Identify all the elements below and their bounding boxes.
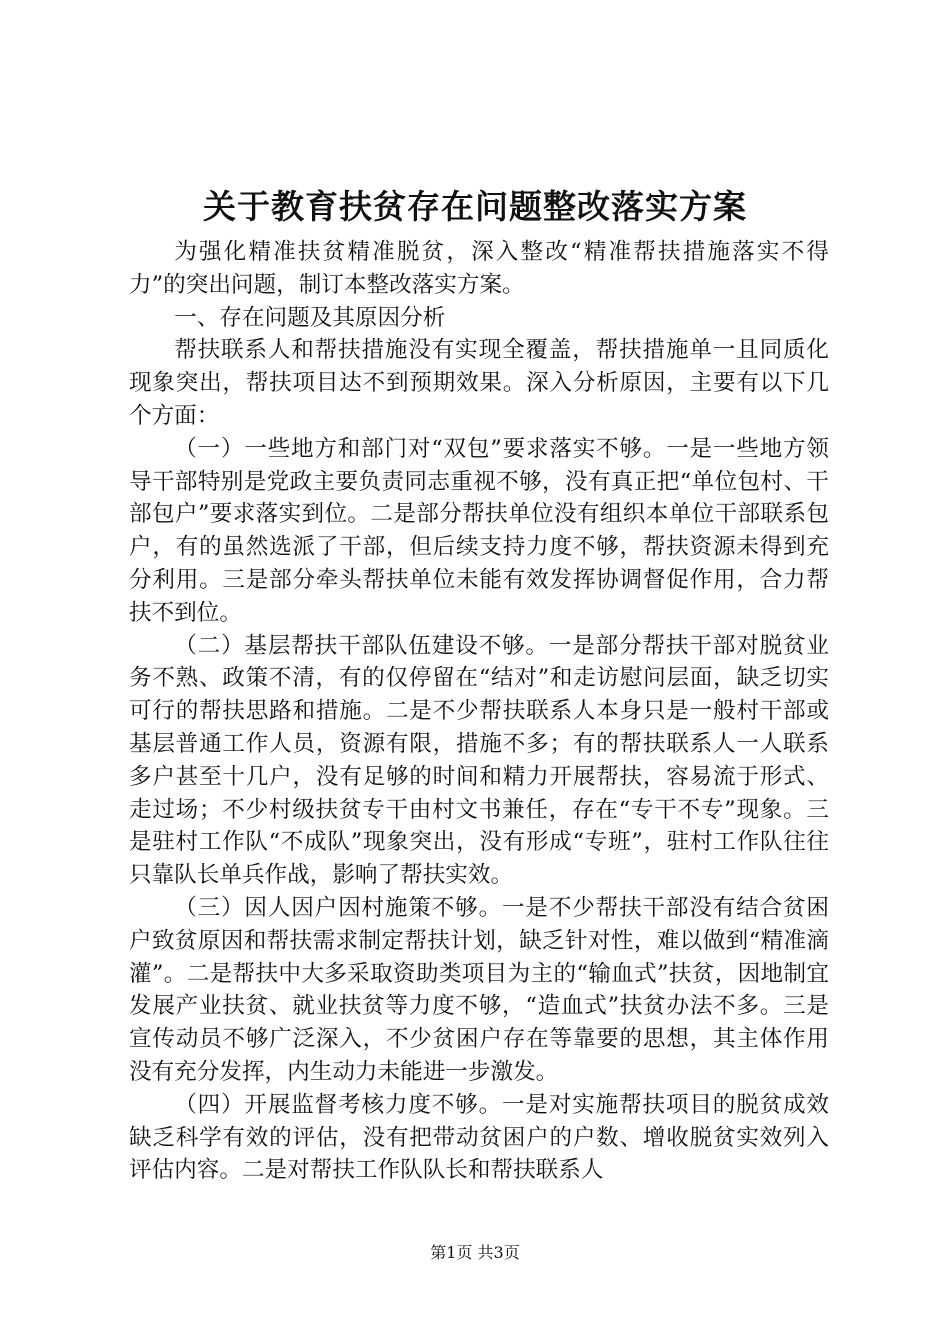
body-paragraph: （四）开展监督考核力度不够。一是对实施帮扶项目的脱贫成效缺乏科学有效的评估，没有把带动贫困户的户数、增收脱贫实效列入评估内容。二是对帮扶工作队队长和帮扶联系人 <box>129 1091 829 1184</box>
document-body <box>129 236 829 1187</box>
document-title: 关于教育扶贫存在问题整改落实方案 <box>203 187 747 226</box>
body-paragraph: （三）因人因户因村施策不够。一是不少帮扶干部没有结合贫困户致贫原因和帮扶需求制定帮扶计划，缺乏针对性，难以做到“精准滴灌”。二是帮扶中大多采取资助类项目为主的“输血式”扶贫，因地制宜发展产业扶贫、就业扶贫等力度不够，“造血式”扶贫办法不多。三是宣传动员不够广泛深入，不少贫困户存在等靠要的思想，其主体作用没有充分发挥，内生动力未能进一步激发。 <box>129 894 829 1085</box>
page-footer: 第1页 共3页 <box>430 1243 520 1262</box>
intro-paragraph: 为强化精准扶贫精准脱贫，深入整改“精准帮扶措施落实不得力”的突出问题，制订本整改落实方案。 <box>129 239 829 298</box>
body-paragraph: 帮扶联系人和帮扶措施没有实现全覆盖，帮扶措施单一且同质化现象突出，帮扶项目达不到预期效果。深入分析原因，主要有以下几个方面： <box>129 337 829 429</box>
body-paragraph: （一）一些地方和部门对“双包”要求落实不够。一是一些地方领导干部特别是党政主要负责同志重视不够，没有真正把“单位包村、干部包户”要求落实到位。二是部分帮扶单位没有组织本单位干部联系包户，有的虽然选派了干部，但后续支持力度不够，帮扶资源未得到充分利用。三是部分牵头帮扶单位未能有效发挥协调督促作用，合力帮扶不到位。 <box>129 435 829 626</box>
section-heading: 一、存在问题及其原因分析 <box>174 304 446 331</box>
body-paragraph: （二）基层帮扶干部队伍建设不够。一是部分帮扶干部对脱贫业务不熟、政策不清，有的仅停留在“结对”和走访慰问层面，缺乏切实可行的帮扶思路和措施。二是不少帮扶联系人本身只是一般村干部或基层普通工作人员，资源有限，措施不多；有的帮扶联系人一人联系多户甚至十几户，没有足够的时间和精力开展帮扶，容易流于形式、走过场；不少村级扶贫专干由村文书兼任，存在“专干不专”现象。三是驻村工作队“不成队”现象突出，没有形成“专班”，驻村工作队往往只靠队长单兵作战，影响了帮扶实效。 <box>129 632 829 889</box>
